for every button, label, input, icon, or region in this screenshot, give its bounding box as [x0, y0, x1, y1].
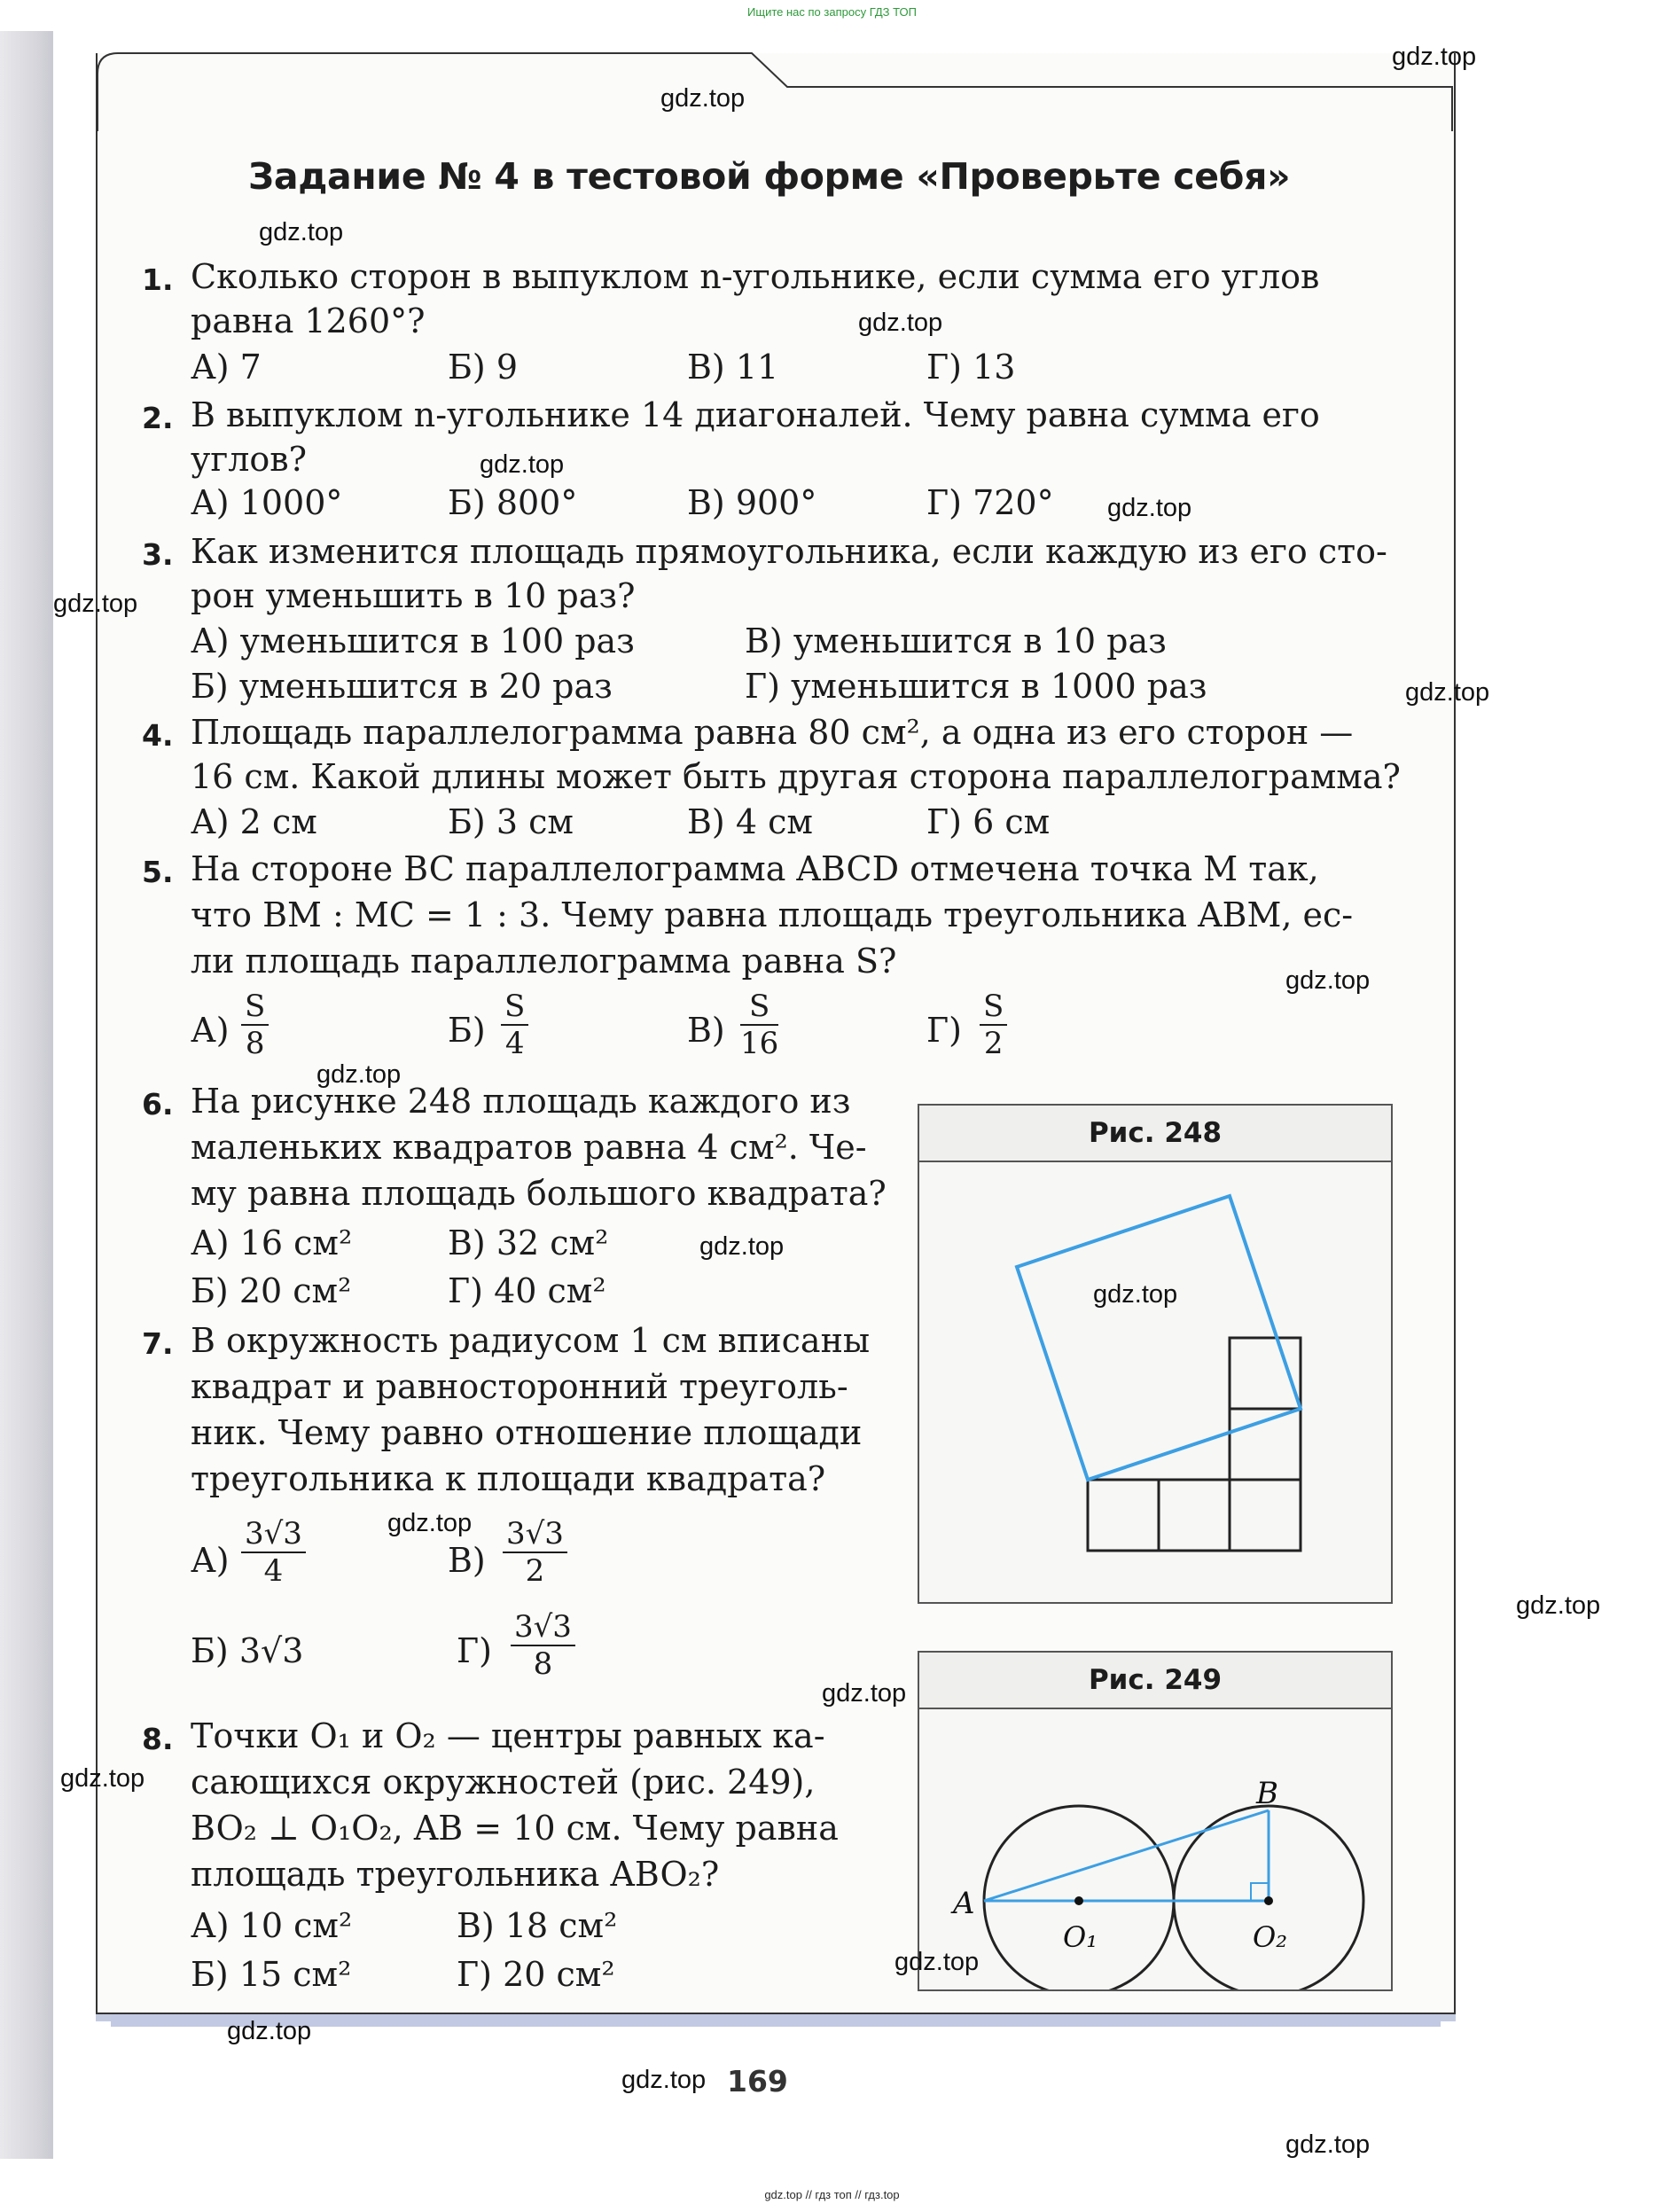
watermark: gdz.top: [387, 1509, 473, 1537]
answer-option: А): [191, 1541, 230, 1580]
answer-option: А) 10 см²: [191, 1906, 353, 1945]
answer-fraction: $\frac{S}{2}$: [980, 989, 1007, 1061]
answer-fraction: $\frac{S}{8}$: [241, 989, 269, 1061]
answer-option: В) 18 см²: [457, 1906, 618, 1945]
watermark: gdz.top: [1405, 678, 1490, 707]
answer-option: Б) 800°: [448, 483, 578, 522]
watermark: gdz.top: [60, 1764, 145, 1793]
question-text-line: В выпуклом n-угольнике 14 диагоналей. Чему равна сумма его: [191, 395, 1320, 434]
question-text-line: рон уменьшить в 10 раз?: [191, 576, 636, 615]
answer-option: В) 4 см: [687, 802, 813, 841]
question-text-line: сающихся окружностей (рис. 249),: [191, 1763, 816, 1802]
answer-option: Б): [448, 1011, 486, 1050]
watermark: gdz.top: [1392, 43, 1477, 71]
question-text-line: На стороне BC параллелограмма ABCD отмечена точка M так,: [191, 849, 1319, 888]
answer-option: А) 16 см²: [191, 1223, 353, 1262]
answer-option: Г): [926, 1011, 962, 1050]
watermark: gdz.top: [259, 218, 344, 246]
question-text-line: В окружность радиусом 1 см вписаны: [191, 1321, 871, 1360]
answer-option: В) уменьшится в 10 раз: [745, 621, 1167, 660]
answer-option: В): [448, 1541, 486, 1580]
page-title: Задание № 4 в тестовой форме «Проверьте себя»: [248, 155, 1291, 198]
answer-option: Г) уменьшится в 1000 раз: [745, 667, 1207, 706]
answer-option: Б) 9: [448, 348, 519, 387]
question-text-line: маленьких квадратов равна 4 см². Че-: [191, 1128, 867, 1167]
point-label-o2: O₂: [1253, 1920, 1288, 1954]
watermark: gdz.top: [621, 2066, 707, 2094]
answer-option: А) 2 см: [191, 802, 317, 841]
answer-option: Г) 720°: [926, 483, 1054, 522]
question-text-line: му равна площадь большого квадрата?: [191, 1174, 887, 1213]
answer-option: В): [687, 1011, 725, 1050]
watermark: gdz.top: [53, 590, 138, 618]
question-text-line: На рисунке 248 площадь каждого из: [191, 1082, 851, 1121]
watermark: gdz.top: [480, 450, 565, 479]
point-label-o1: O₁: [1063, 1920, 1098, 1954]
answer-fraction: $\frac{3√3}{4}$: [241, 1516, 306, 1589]
figure-249: [918, 1651, 1393, 1991]
squares-diagram: [919, 1162, 1391, 1602]
answer-option: Г) 20 см²: [457, 1955, 615, 1994]
answer-option: А) уменьшится в 100 раз: [191, 621, 635, 660]
question-number: 4.: [142, 718, 174, 753]
answer-option: А) 1000°: [191, 483, 343, 522]
point-label-a: A: [953, 1886, 975, 1921]
question-text-line: площадь треугольника ABO₂?: [191, 1855, 720, 1894]
answer-option: А) 7: [191, 348, 262, 387]
circles-diagram: [919, 1709, 1391, 1989]
watermark: gdz.top: [822, 1679, 907, 1708]
watermark: gdz.top: [699, 1232, 785, 1261]
question-text-line: Сколько сторон в выпуклом n-угольнике, если сумма его углов: [191, 257, 1320, 296]
watermark: gdz.top: [316, 1060, 402, 1089]
question-text-line: равна 1260°?: [191, 301, 426, 340]
question-text-line: углов?: [191, 440, 308, 479]
answer-option: Б) 3 см: [448, 802, 574, 841]
answer-option: А): [191, 1011, 230, 1050]
card-tab-outline: [96, 51, 1457, 131]
question-number: 7.: [142, 1326, 174, 1361]
answer-option: В) 900°: [687, 483, 817, 522]
figure-caption: Рис. 248: [919, 1106, 1391, 1162]
watermark: gdz.top: [1285, 966, 1371, 995]
watermark: gdz.top: [660, 84, 746, 113]
watermark: gdz.top: [1107, 494, 1192, 522]
answer-option: Б) 20 см²: [191, 1271, 352, 1310]
answer-option: Г) 13: [926, 348, 1016, 387]
bottom-note: gdz.top // гдз топ // гдз.top: [764, 2188, 900, 2201]
answer-option: Г) 40 см²: [448, 1271, 606, 1310]
watermark: gdz.top: [858, 309, 943, 337]
answer-option: Б) 3√3: [191, 1631, 304, 1670]
question-text-line: Как изменится площадь прямоугольника, если каждую из его сто-: [191, 532, 1387, 571]
answer-fraction: $\frac{S}{4}$: [501, 989, 528, 1061]
answer-option: Г): [457, 1631, 492, 1670]
question-number: 6.: [142, 1087, 174, 1122]
watermark: gdz.top: [1093, 1280, 1178, 1309]
question-text-line: Площадь параллелограмма равна 80 см², а одна из его сторон —: [191, 713, 1354, 752]
question-text-line: ник. Чему равно отношение площади: [191, 1413, 863, 1452]
top-note: Ищите нас по запросу ГДЗ ТОП: [747, 5, 917, 19]
question-text-line: 16 см. Какой длины может быть другая сторона параллелограмма?: [191, 757, 1401, 796]
book-spine-shadow: [0, 31, 53, 2159]
question-text-line: что BM : MC = 1 : 3. Чему равна площадь треугольника ABM, ес-: [191, 895, 1354, 934]
question-number: 3.: [142, 537, 174, 572]
figure-caption: Рис. 249: [919, 1653, 1391, 1709]
answer-fraction: $\frac{3√3}{2}$: [503, 1516, 567, 1589]
answer-fraction: $\frac{3√3}{8}$: [511, 1609, 575, 1682]
answer-option: Б) 15 см²: [191, 1955, 352, 1994]
question-text-line: ли площадь параллелограмма равна S?: [191, 942, 897, 981]
watermark: gdz.top: [1285, 2130, 1371, 2159]
question-text-line: Точки O₁ и O₂ — центры равных ка-: [191, 1716, 825, 1755]
watermark: gdz.top: [1516, 1591, 1601, 1620]
question-text-line: треугольника к площади квадрата?: [191, 1459, 826, 1498]
point-label-b: B: [1256, 1776, 1278, 1811]
question-number: 1.: [142, 262, 174, 297]
watermark: gdz.top: [227, 2017, 312, 2045]
watermark: gdz.top: [894, 1948, 980, 1976]
page-number: 169: [727, 2064, 788, 2099]
answer-option: Г) 6 см: [926, 802, 1051, 841]
answer-option: В) 32 см²: [448, 1223, 609, 1262]
answer-option: В) 11: [687, 348, 779, 387]
question-number: 2.: [142, 401, 174, 435]
question-number: 8.: [142, 1722, 174, 1756]
figure-248: [918, 1104, 1393, 1604]
answer-option: Б) уменьшится в 20 раз: [191, 667, 613, 706]
question-number: 5.: [142, 855, 174, 889]
answer-fraction: $\frac{S}{16}$: [740, 989, 779, 1061]
question-text-line: квадрат и равносторонний треуголь-: [191, 1367, 848, 1406]
question-text-line: BO₂ ⊥ O₁O₂, AB = 10 см. Чему равна: [191, 1809, 839, 1848]
